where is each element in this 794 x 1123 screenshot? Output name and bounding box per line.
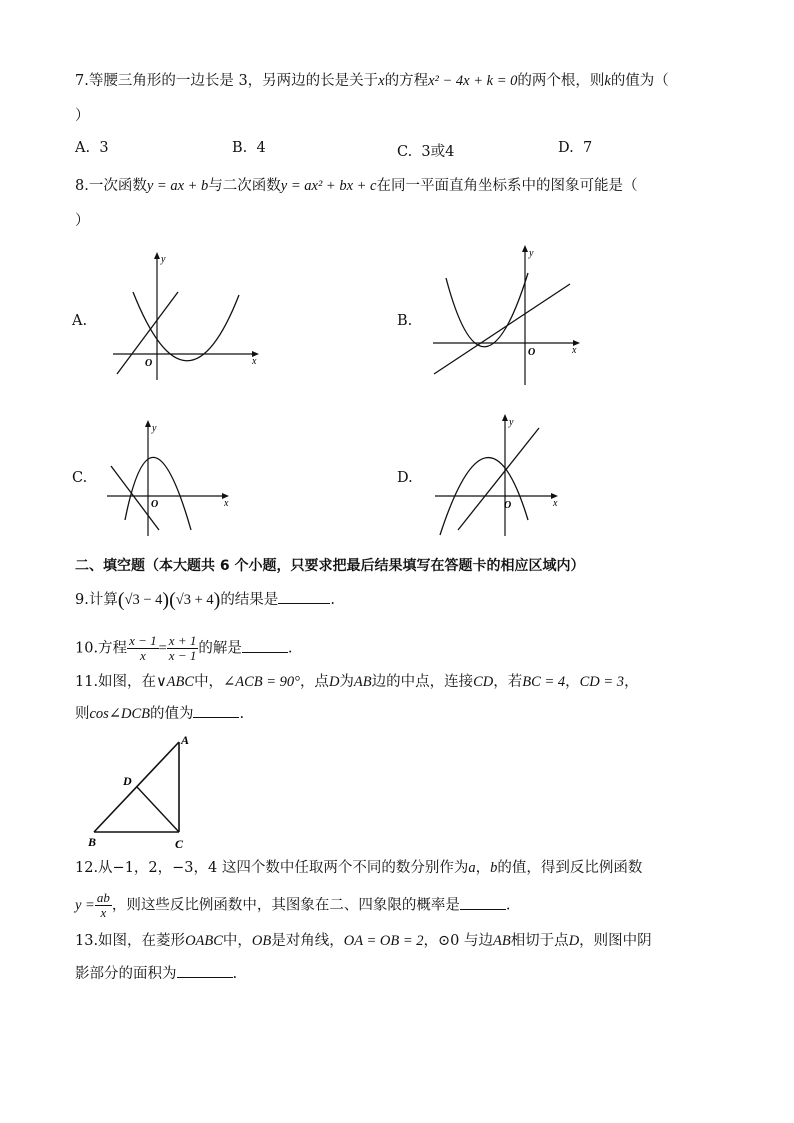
- q8-close-paren: ）: [75, 213, 90, 229]
- q9-expr-right: √3 + 4: [175, 592, 214, 608]
- q8-linear: y = ax + b: [146, 178, 209, 194]
- q8-graph-b: [428, 243, 588, 388]
- q8-graph-c: [103, 418, 238, 538]
- y-label: y: [509, 417, 514, 428]
- y-axis-arrow: [502, 414, 508, 421]
- origin-label: O: [151, 499, 159, 510]
- y-label: y: [529, 248, 534, 259]
- q9-line: 9.计算(√3 − 4)(√3 + 4)的结果是 .: [75, 589, 335, 611]
- q8-graph-a-label: A.: [72, 313, 88, 329]
- label-D: D: [123, 774, 132, 788]
- q13-line2: 影部分的面积为 .: [75, 963, 237, 984]
- parabola: [133, 292, 239, 361]
- q7-var-x: x: [378, 73, 385, 89]
- line: [111, 466, 159, 530]
- label-B: B: [88, 835, 97, 849]
- q7-option-c: C. 3或4: [397, 144, 455, 160]
- x-label: x: [553, 498, 558, 509]
- origin-label: O: [145, 358, 153, 369]
- q8-line1: 8.一次函数y = ax + b与二次函数y = ax² + bx + c在同一平面直角坐标系中的图象可能是（: [75, 178, 638, 194]
- q12-line1: 12.从−1，2，−3，4 这四个数中任取两个不同的数分别作为a，b的值，得到反比例函数: [75, 860, 643, 876]
- q7-option-d: D. 7: [558, 140, 593, 156]
- y-axis-arrow: [154, 252, 160, 259]
- q8-graph-c-label: C.: [72, 470, 88, 486]
- x-label: x: [224, 498, 229, 509]
- q11-triangle-figure: [82, 728, 202, 853]
- q12-answer-blank[interactable]: [460, 895, 506, 910]
- q7-text-suffix: 的两个根，则: [517, 73, 605, 89]
- line: [434, 284, 570, 374]
- q9-expr-left: √3 − 4: [124, 592, 163, 608]
- origin-label: O: [528, 347, 536, 358]
- q8-graph-a: [105, 250, 270, 385]
- q11-line1: 11.如图，在∨ABC中，∠ACB = 90°，点D为AB边的中点，连接CD，若BC = 4，CD = 3，: [75, 674, 639, 690]
- q13-answer-blank[interactable]: [177, 963, 233, 978]
- q10-rhs-fraction: $\frac{x + 1}{x - 1}$: [168, 633, 197, 663]
- section-title: 二、填空题（本大题共 6 个小题，只要求把最后结果填写在答题卡的相应区域内）: [75, 558, 585, 574]
- q7-text-mid: 的方程: [384, 73, 429, 89]
- label-A: A: [181, 733, 190, 747]
- q13-line1: 13.如图，在菱形OABC中，OB是对角线，OA = OB = 2，⊙0 与边AB相切于点D，则图中阴: [75, 933, 652, 949]
- q10-answer-blank[interactable]: [242, 638, 288, 653]
- origin-label: O: [504, 500, 512, 511]
- y-axis-arrow: [522, 245, 528, 252]
- y-axis-arrow: [145, 420, 151, 427]
- parabola: [125, 457, 191, 530]
- q8-quadratic: y = ax² + bx + c: [280, 178, 377, 194]
- q10-line: 10.方程 $\frac{x - 1}{x}$ = $\frac{x + 1}{x - 1}$ 的解是 .: [75, 633, 293, 663]
- q11-line2: 则cos∠DCB的值为 .: [75, 703, 244, 724]
- q10-lhs-fraction: $\frac{x - 1}{x}$: [129, 633, 157, 663]
- q7-option-a: A. 3: [75, 140, 109, 156]
- q7-close-paren: ）: [75, 108, 90, 124]
- segment-DC: [137, 787, 179, 832]
- q7-var-k: k: [604, 73, 611, 89]
- q8-graph-d: [430, 410, 565, 540]
- q7-text: 7.等腰三角形的一边长是 3，另两边的长是关于: [75, 73, 379, 89]
- q8-graph-b-label: B.: [397, 313, 413, 329]
- x-label: x: [252, 356, 257, 367]
- q11-answer-blank[interactable]: [193, 703, 239, 718]
- parabola: [446, 273, 528, 347]
- q12-line2: y = $\frac{ab}{x}$ ，则这些反比例函数中，其图象在二、四象限的概率是 .: [75, 890, 511, 920]
- label-C: C: [175, 837, 184, 851]
- q7-line1: [75, 71, 669, 91]
- y-label: y: [161, 254, 166, 265]
- y-label: y: [152, 423, 157, 434]
- q7-option-b: B. 4: [232, 140, 266, 156]
- q12-fraction: $\frac{ab}{x}$: [96, 890, 110, 920]
- q7-text-end: 的值为（: [610, 73, 669, 89]
- q9-answer-blank[interactable]: [278, 589, 330, 604]
- x-label: x: [572, 345, 577, 356]
- q7-equation: x² − 4x + k = 0: [428, 73, 518, 89]
- q8-graph-d-label: D.: [397, 470, 413, 486]
